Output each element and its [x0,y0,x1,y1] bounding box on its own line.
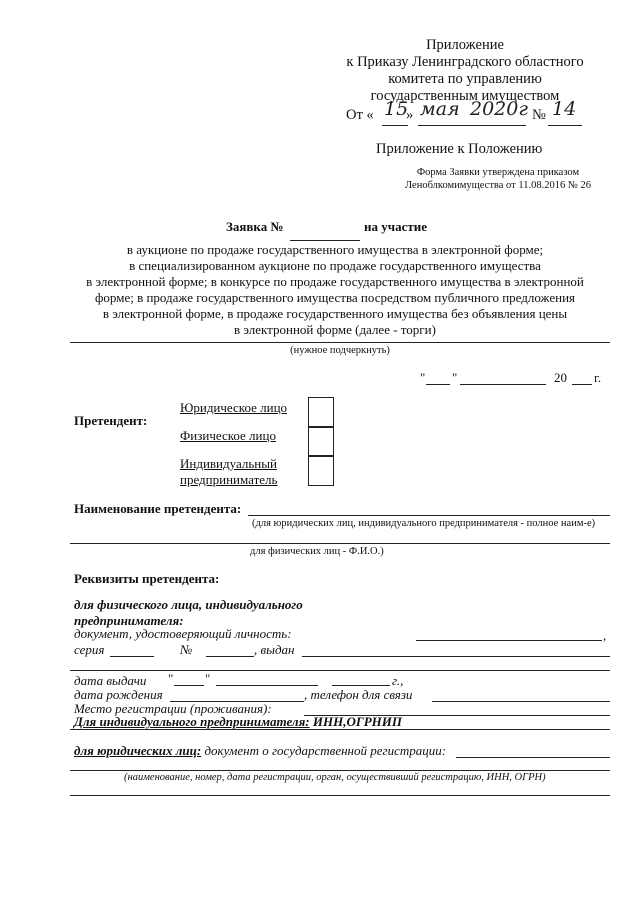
underline-note: (нужное подчеркнуть) [290,345,390,356]
ip-suffix: ИНН,ОГРНИП [309,714,402,729]
option-individual[interactable]: Физическое лицо [180,428,276,443]
doc-label: документ, удостоверяющий личность: [74,626,292,641]
name-note-phys: для физических лиц - Ф.И.О.) [250,546,384,557]
phone-label: , телефон для связи [304,687,413,702]
requisites-label: Реквизиты претендента: [74,571,220,586]
date-month-handwritten: мая [420,98,460,120]
form-note-1: Форма Заявки утверждена приказом [416,167,580,178]
doc-field[interactable] [416,640,602,641]
form-note-2: Леноблкомимущества от 11.08.2016 № 26 [405,180,591,191]
auction-types-text [60,242,610,338]
ip-field[interactable] [70,729,610,730]
header-line3: комитета по управлению [388,71,542,87]
legal-field-2[interactable] [70,770,610,771]
order-date-line [346,98,606,129]
option-legal-entity[interactable]: Юридическое лицо [180,400,288,415]
date-year-handwritten: 2020г [470,98,528,120]
legal-note: (наименование, номер, дата регистрации, орган, осуществивший регистрацию, ИНН, ОГРН) [124,772,546,783]
name-note-legal: (для юридических лиц, индивидуального предпринимателя - полное наим-е) [252,518,596,529]
legal-prefix: для юридических лиц: [74,743,202,758]
reg-label: Место регистрации (проживания): [74,701,272,716]
application-date-field[interactable]: " " 20 г. [420,370,602,385]
issued-field[interactable] [302,656,610,657]
phys-header-1: для физического лица, индивидуального [74,597,303,612]
auction-line-1: в аукционе по продаже государственного имущества в электронной форме; [126,242,544,257]
date-no-label: № [532,107,546,123]
legal-field-3[interactable] [70,795,610,796]
appendix-title: Приложение к Положению [376,141,543,157]
checkbox-individual[interactable] [308,426,334,457]
date-from-label: От « [346,107,374,123]
auction-line-3: в электронной форме; в конкурсе по продаже государственного имущества в электронной [86,274,584,289]
date-close-quote: » [406,107,414,123]
application-title: Заявка № [226,219,284,234]
phys-header-2: предпринимателя: [74,613,184,628]
date-number-handwritten: 14 [552,98,577,120]
seria-field[interactable] [110,656,154,657]
separator-line [70,342,610,343]
phone-field[interactable] [432,701,610,702]
birth-label: дата рождения [74,687,163,702]
issued-label: , выдан [254,642,295,657]
name-field-line-2[interactable] [70,543,610,544]
header-line2: к Приказу Ленинградского областного [346,54,584,70]
header-line1: Приложение [426,37,504,53]
number-label: № [180,642,193,657]
number-field[interactable] [206,656,254,657]
name-field-line[interactable] [248,515,610,516]
header-line4: государственным имуществом [370,88,560,104]
auction-line-5: в электронной форме, в продаже государственного имущества без объявления цены [102,306,568,321]
auction-line-6: в электронной форме (далее - торги) [234,322,436,337]
ip-prefix: Для индивидуального предпринимателя: [74,714,310,729]
legal-field[interactable] [456,757,610,758]
date-day-handwritten: 15 [384,98,409,120]
auction-line-4: форме; в продаже государственного имущества посредством публичного предложения [94,290,576,305]
name-label: Наименование претендента: [74,501,242,516]
legal-suffix: документ о государственной регистрации: [201,743,447,758]
application-participation: на участие [364,219,427,234]
ip-line [74,714,402,730]
applicant-label: Претендент: [74,413,148,428]
option-entrepreneur[interactable]: Индивидуальный предприниматель [180,456,278,487]
seria-label: серия [74,642,105,657]
checkbox-legal-entity[interactable] [308,397,334,428]
issued-field-2[interactable] [70,670,610,671]
date-issued-label: дата выдачи [74,673,147,688]
legal-line [74,743,446,759]
auction-line-2: в специализированном аукционе по продаже государственного имущества [129,258,541,273]
checkbox-entrepreneur[interactable] [308,455,334,486]
